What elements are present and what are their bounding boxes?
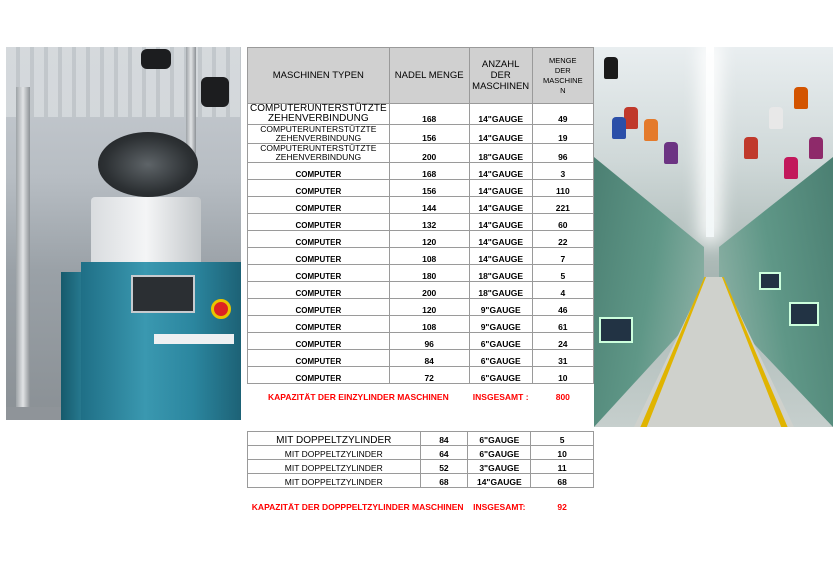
gauge-cell: 9"GAUGE [469, 316, 532, 333]
machine-type-cell: COMPUTER [248, 350, 390, 367]
machine-type-cell: COMPUTERUNTERSTÜTZTE ZEHENVERBINDUNG [248, 104, 390, 125]
table-header-row [248, 48, 594, 104]
machine-type-cell: COMPUTERUNTERSTÜTZTE ZEHENVERBINDUNG [248, 125, 390, 144]
needle-count-cell: 156 [389, 180, 469, 197]
gauge-cell: 6"GAUGE [469, 333, 532, 350]
yarn-cone [624, 107, 638, 129]
quantity-cell: 24 [532, 333, 593, 350]
header-machine-type: MASCHINEN TYPEN [248, 48, 390, 104]
single-cylinder-total-row [248, 384, 594, 411]
control-panel [131, 275, 195, 313]
quantity-cell: 3 [532, 163, 593, 180]
table-row [248, 333, 594, 350]
machine-screen [599, 317, 633, 343]
double-cylinder-table [247, 431, 594, 526]
machine-type-cell: COMPUTER [248, 265, 390, 282]
double-cylinder-total-label: KAPAZITÄT DER DOPPPELTZYLINDER MASCHINEN [251, 501, 464, 512]
yarn-cone [612, 117, 626, 139]
table-row [248, 299, 594, 316]
needle-count-cell: 108 [389, 248, 469, 265]
table-row [248, 474, 594, 488]
yarn-cone [809, 137, 823, 159]
needle-count-cell: 68 [420, 474, 468, 488]
single-cylinder-total-label: KAPAZITÄT DER EINZYLINDER MASCHINEN [268, 391, 449, 402]
emergency-stop-icon [211, 299, 231, 319]
gauge-cell: 9"GAUGE [469, 299, 532, 316]
double-cylinder-total-prefix: INSGESAMT: [473, 501, 526, 512]
yarn-cone [604, 57, 618, 79]
needle-count-cell: 96 [389, 333, 469, 350]
machine-screen [789, 302, 819, 326]
quantity-cell: 61 [532, 316, 593, 333]
table-row [248, 446, 594, 460]
gauge-cell: 6"GAUGE [468, 446, 531, 460]
single-cylinder-total-prefix: INSGESAMT : [472, 391, 529, 402]
quantity-cell: 5 [531, 432, 594, 446]
table-row [248, 163, 594, 180]
needle-count-cell: 72 [389, 367, 469, 384]
quantity-cell: 110 [532, 180, 593, 197]
needle-count-cell: 156 [389, 125, 469, 144]
quantity-cell: 60 [532, 214, 593, 231]
machine-type-cell: COMPUTER [248, 316, 390, 333]
gauge-cell: 14"GAUGE [469, 180, 532, 197]
needle-count-cell: 144 [389, 197, 469, 214]
header-machine-quantity: MENGE DER MASCHINE N [532, 48, 593, 104]
table-row [248, 214, 594, 231]
machine-screen [759, 272, 781, 290]
single-cylinder-total-value: 800 [555, 391, 570, 402]
machine-type-cell: COMPUTER [248, 163, 390, 180]
gauge-cell: 18"GAUGE [469, 282, 532, 299]
knitting-machine-photo [6, 47, 241, 420]
needle-count-cell: 108 [389, 316, 469, 333]
yarn-cone [794, 87, 808, 109]
yarn-cone [744, 137, 758, 159]
machine-type-cell: COMPUTER [248, 197, 390, 214]
table-row [248, 265, 594, 282]
quantity-cell: 10 [532, 367, 593, 384]
brand-plate [154, 334, 234, 344]
machine-type-cell: COMPUTER [248, 231, 390, 248]
machine-type-cell: COMPUTER [248, 282, 390, 299]
needle-count-cell: 180 [389, 265, 469, 282]
machine-type-cell: COMPUTER [248, 214, 390, 231]
quantity-cell: 4 [532, 282, 593, 299]
gauge-cell: 14"GAUGE [469, 125, 532, 144]
machine-type-cell: MIT DOPPELTZYLINDER [248, 446, 421, 460]
gauge-cell: 14"GAUGE [469, 104, 532, 125]
single-cylinder-rows [248, 104, 594, 384]
gauge-cell: 14"GAUGE [469, 197, 532, 214]
machine-type-cell: COMPUTERUNTERSTÜTZTE ZEHENVERBINDUNG [248, 144, 390, 163]
machine-type-cell: COMPUTER [248, 180, 390, 197]
gauge-cell: 14"GAUGE [469, 214, 532, 231]
header-needle-count: NADEL MENGE [389, 48, 469, 104]
gauge-cell: 18"GAUGE [469, 265, 532, 282]
double-cylinder-total-value: 92 [557, 501, 567, 512]
gauge-cell: 18"GAUGE [469, 144, 532, 163]
machine-type-cell: COMPUTER [248, 333, 390, 350]
quantity-cell: 10 [531, 446, 594, 460]
needle-count-cell: 168 [389, 163, 469, 180]
ceiling-light [706, 47, 714, 237]
table-row [248, 197, 594, 214]
header-machine-count: ANZAHL DER MASCHINEN [469, 48, 532, 104]
gauge-cell: 14"GAUGE [469, 163, 532, 180]
machine-type-cell: MIT DOPPELTZYLINDER [248, 432, 421, 446]
needle-count-cell: 64 [420, 446, 468, 460]
needle-count-cell: 120 [389, 231, 469, 248]
machine-type-cell: COMPUTER [248, 367, 390, 384]
gauge-cell: 14"GAUGE [468, 474, 531, 488]
needle-count-cell: 52 [420, 460, 468, 474]
table-row [248, 460, 594, 474]
needle-count-cell: 132 [389, 214, 469, 231]
gauge-cell: 6"GAUGE [468, 432, 531, 446]
quantity-cell: 31 [532, 350, 593, 367]
floor [6, 407, 66, 420]
quantity-cell: 22 [532, 231, 593, 248]
machine-type-cell: MIT DOPPELTZYLINDER [248, 460, 421, 474]
table-row [248, 144, 594, 163]
needle-count-cell: 84 [420, 432, 468, 446]
gauge-cell: 14"GAUGE [469, 231, 532, 248]
machine-drum [91, 197, 201, 272]
quantity-cell: 7 [532, 248, 593, 265]
machine-type-cell: MIT DOPPELTZYLINDER [248, 474, 421, 488]
quantity-cell: 19 [532, 125, 593, 144]
gauge-cell: 6"GAUGE [469, 350, 532, 367]
table-row [248, 282, 594, 299]
table-row [248, 231, 594, 248]
needle-count-cell: 168 [389, 104, 469, 125]
quantity-cell: 68 [531, 474, 594, 488]
gauge-cell: 6"GAUGE [469, 367, 532, 384]
table-row [248, 125, 594, 144]
yarn-cone [664, 142, 678, 164]
quantity-cell: 221 [532, 197, 593, 214]
quantity-cell: 49 [532, 104, 593, 125]
table-row [248, 367, 594, 384]
table-row [248, 432, 594, 446]
pipe [16, 87, 30, 407]
yarn-cone [644, 119, 658, 141]
double-cylinder-total-row [248, 488, 594, 527]
needle-count-cell: 200 [389, 282, 469, 299]
table-row [248, 350, 594, 367]
machine-type-cell: COMPUTER [248, 299, 390, 316]
needle-count-cell: 84 [389, 350, 469, 367]
table-row [248, 248, 594, 265]
machine-head [98, 132, 198, 197]
quantity-cell: 96 [532, 144, 593, 163]
yarn-spool [141, 49, 171, 69]
yarn-cone [769, 107, 783, 129]
needle-count-cell: 200 [389, 144, 469, 163]
double-cylinder-rows [248, 432, 594, 488]
pipe [186, 47, 196, 157]
table-row [248, 180, 594, 197]
single-cylinder-table [247, 47, 594, 410]
table-row [248, 316, 594, 333]
yarn-cone [784, 157, 798, 179]
needle-count-cell: 120 [389, 299, 469, 316]
quantity-cell: 46 [532, 299, 593, 316]
quantity-cell: 5 [532, 265, 593, 282]
table-row [248, 104, 594, 125]
machine-type-cell: COMPUTER [248, 248, 390, 265]
quantity-cell: 11 [531, 460, 594, 474]
gauge-cell: 3"GAUGE [468, 460, 531, 474]
factory-aisle-photo [594, 47, 833, 427]
gauge-cell: 14"GAUGE [469, 248, 532, 265]
yarn-spool [201, 77, 229, 107]
